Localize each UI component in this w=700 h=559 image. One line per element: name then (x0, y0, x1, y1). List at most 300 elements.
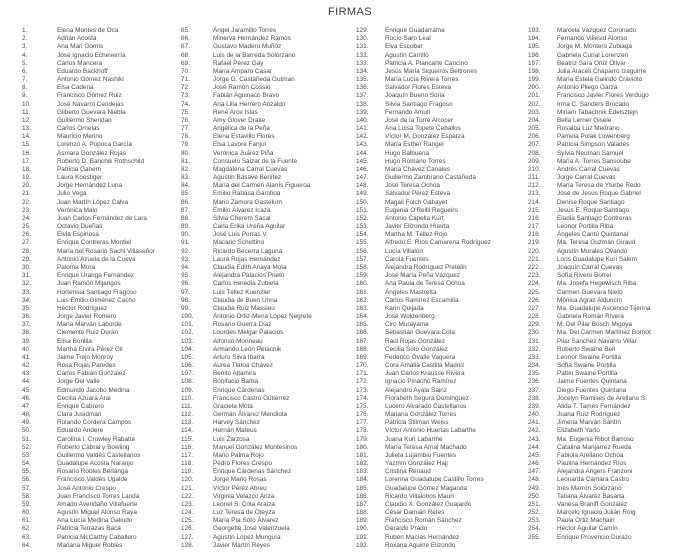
entry-name: Benito Altamira (213, 370, 256, 378)
entry-number: 185. (356, 484, 369, 492)
entry-number: 76. (181, 116, 190, 124)
signature-entry (356, 452, 491, 460)
entry-name: Ma. Guadalupe Ascencio Tijerina (557, 304, 651, 312)
entry-name: María Lucía Rivera Torres (385, 76, 459, 84)
entry-number: 179. (356, 435, 369, 443)
entry-number: 244. (528, 443, 541, 451)
entry-name: Aurea Tlatoa Chávez (213, 362, 273, 370)
entry-name: Joaquín Bueno Soria (385, 92, 445, 100)
entry-number: 234. (528, 362, 541, 370)
entry-number: 15. (22, 141, 31, 149)
signature-entry (356, 321, 491, 329)
entry-name: Roberto Swaine Bell (557, 345, 615, 353)
signature-entry (181, 542, 312, 550)
entry-number: 73. (181, 92, 190, 100)
signature-entry (181, 501, 312, 509)
signature-entry (356, 150, 491, 158)
entry-name: José Ramón Cossío (213, 84, 271, 92)
entry-name: Salvador Flores Esteva (385, 84, 452, 92)
entry-name: José Teresa Ochoa (385, 182, 440, 190)
entry-name: Virginia Velazco Ariza (213, 492, 275, 500)
entry-name: Jaime Trejo Monroy (57, 353, 114, 361)
entry-name: Francisco Castro Gutiérrez (213, 394, 290, 402)
entry-name: Claudia Edith Anaya Mota (213, 263, 287, 271)
signature-entry (356, 411, 491, 419)
signature-entry (528, 190, 651, 198)
signature-entry (181, 362, 312, 370)
entry-name: Jaime Fuentes Quintana (557, 378, 627, 386)
entry-number: 178. (356, 427, 369, 435)
entry-number: 189. (356, 517, 369, 525)
signature-entry (528, 60, 651, 68)
signature-column (356, 27, 491, 550)
entry-number: 95. (181, 272, 190, 280)
entry-number: 27. (22, 239, 31, 247)
entry-number: 110. (181, 394, 193, 402)
entry-number: 66. (181, 35, 190, 43)
entry-name: Elena Estavillo Flores (213, 133, 275, 141)
signature-entry (181, 444, 312, 452)
signature-entry (528, 101, 651, 109)
signature-entry (22, 403, 155, 411)
entry-name: Georgette José Valenzuela (213, 525, 290, 533)
signature-entry (356, 60, 491, 68)
signature-entry (528, 174, 651, 182)
entry-number: 94. (181, 263, 190, 271)
entry-number: 112. (181, 411, 193, 419)
entry-name: Roberto D. Banchik Rothschild (57, 157, 145, 165)
signature-entry (356, 264, 491, 272)
entry-number: 241. (528, 419, 541, 427)
entry-name: Patricia A. Plancarte Cancino (385, 59, 468, 67)
signature-entry (22, 68, 155, 76)
entry-number: 116. (181, 443, 193, 451)
entry-name: Pablo Swaine Portilla (557, 370, 618, 378)
signature-entry (356, 542, 491, 550)
entry-number: 153. (356, 223, 369, 231)
signature-entry (181, 297, 312, 305)
entry-number: 198. (528, 67, 541, 75)
entry-number: 37. (22, 321, 31, 329)
entry-name: Juan Carlos Krausse Rivera (385, 370, 465, 378)
signature-entry (356, 517, 491, 525)
entry-number: 154. (356, 231, 369, 239)
entry-name: Juan Francisco Torres Landa (57, 492, 140, 500)
entry-name: Ana Lucía Medina Galindo (57, 517, 133, 525)
entry-name: Leonarda Cámara Castro (557, 476, 630, 484)
entry-number: 3. (22, 43, 28, 51)
signature-entry (528, 346, 651, 354)
signature-entry (181, 280, 312, 288)
entry-name: Rosario Guerra Díaz (213, 321, 272, 329)
entry-name: Irma C. Sanders Brocado (557, 100, 630, 108)
entry-name: Ignacio Pinacho Ramírez (385, 378, 457, 386)
entry-name: Eugenia O'Reilli Regueiro (385, 206, 458, 214)
entry-name: Gabriela Curial Lorenzen (557, 51, 629, 59)
entry-number: 78. (181, 133, 190, 141)
signature-entry (528, 338, 651, 346)
entry-number: 187. (356, 500, 369, 508)
entry-number: 83. (181, 174, 190, 182)
entry-number: 80. (181, 149, 190, 157)
signature-entry (356, 501, 491, 509)
signature-entry (181, 411, 312, 419)
entry-number: 253. (528, 517, 541, 525)
entry-number: 132. (356, 51, 369, 59)
entry-name: Gustavo Madero Muñoz (213, 43, 282, 51)
signature-entry (181, 427, 312, 435)
entry-name: Loris Guadalupe Kuri Salem (557, 255, 637, 263)
entry-number: 210. (528, 165, 541, 173)
signature-entry (22, 174, 155, 182)
signature-entry (22, 207, 155, 215)
signature-entry (181, 239, 312, 247)
entry-name: Adrián Acosta (57, 35, 97, 43)
entry-name: María A. Torres Sansoube (557, 157, 631, 165)
signature-entry (528, 166, 651, 174)
entry-name: Julio Vega (57, 190, 87, 198)
entry-number: 209. (528, 157, 541, 165)
entry-number: 201. (528, 92, 541, 100)
entry-name: Vanesa Braniff González (557, 500, 628, 508)
entry-name: Federico Ovalle Vaquera (385, 353, 456, 361)
entry-name: Carla Erika Ureña Aguilar (213, 223, 286, 231)
signature-entry (181, 329, 312, 337)
entry-name: Germán Álvarez Mendiola (213, 411, 287, 419)
entry-name: Pilar Sánchez Navarro Villar (557, 337, 637, 345)
signature-entry (528, 199, 651, 207)
entry-name: Rosa Rojas Paredes (57, 362, 116, 370)
entry-number: 232. (528, 345, 541, 353)
entry-number: 85. (181, 190, 190, 198)
signature-entry (22, 101, 155, 109)
entry-number: 164. (356, 313, 369, 321)
entry-number: 243. (528, 435, 541, 443)
signature-entry (528, 272, 651, 280)
signature-entry (356, 436, 491, 444)
signature-entry (22, 35, 155, 43)
entry-number: 207. (528, 141, 541, 149)
entry-number: 96. (181, 280, 190, 288)
entry-name: Carlos Fabián González (57, 370, 126, 378)
signature-entry (22, 231, 155, 239)
entry-name: Mariana González Torres (385, 411, 457, 419)
signature-entry (181, 52, 312, 60)
entry-number: 98. (181, 296, 190, 304)
entry-number: 71. (181, 76, 190, 84)
entry-name: María Pía Soto Álvarez (213, 517, 279, 525)
signature-entry (22, 378, 155, 386)
entry-number: 84. (181, 182, 190, 190)
signature-entry (22, 346, 155, 354)
entry-name: Juan Martín López Calva (57, 198, 129, 206)
entry-number: 109. (181, 386, 194, 394)
entry-number: 53. (22, 451, 31, 459)
signature-entry (181, 43, 312, 51)
entry-name: Joaquín Carral Cuevas (557, 263, 623, 271)
entry-number: 217. (528, 223, 541, 231)
signature-entry (22, 239, 155, 247)
signature-entry (22, 264, 155, 272)
signature-entry (22, 468, 155, 476)
signature-entry (181, 370, 312, 378)
entry-name: Andrés Carral Cuevas (557, 165, 620, 173)
entry-name: Alejandra Angers Franzoni (557, 468, 633, 476)
signature-entry (22, 387, 155, 395)
entry-number: 129. (356, 27, 369, 34)
entry-number: 208. (528, 149, 541, 157)
signature-entry (528, 27, 651, 35)
signature-entry (22, 362, 155, 370)
entry-number: 139. (356, 108, 369, 116)
signature-entry (181, 387, 312, 395)
entry-number: 167. (356, 337, 369, 345)
signature-entry (22, 338, 155, 346)
entry-number: 92. (181, 247, 190, 255)
signature-entry (356, 378, 491, 386)
signature-entry (356, 117, 491, 125)
signature-entry (181, 264, 312, 272)
entry-name: Antonio Capella Kurt (385, 214, 444, 222)
entry-number: 134. (356, 67, 369, 75)
entry-number: 176. (356, 411, 369, 419)
entry-number: 57. (22, 484, 31, 492)
entry-name: Clara Jusidman (57, 411, 102, 419)
entry-name: Víctor M. González Esparza (385, 133, 465, 141)
signature-entry (22, 272, 155, 280)
entry-number: 40. (22, 345, 31, 353)
signature-entry (356, 509, 491, 517)
signature-entry (528, 35, 651, 43)
entry-number: 120. (181, 476, 194, 484)
signature-entry (528, 289, 651, 297)
entry-number: 221. (528, 255, 541, 263)
entry-name: Clemente Ruiz Durán (57, 329, 119, 337)
entry-number: 131. (356, 43, 369, 51)
entry-name: María Chávez Canales (385, 165, 451, 173)
signature-entry (22, 452, 155, 460)
entry-name: Enrique Contreras Montiel (57, 239, 132, 247)
entry-number: 138. (356, 100, 369, 108)
entry-number: 255. (528, 533, 541, 541)
signature-column (22, 27, 155, 550)
entry-name: Carlos Ramírez Escamilla (385, 296, 459, 304)
entry-name: Francisco Valdés Ugalde (57, 476, 128, 484)
signature-entry (22, 297, 155, 305)
signature-entry (181, 92, 312, 100)
signature-entry (356, 338, 491, 346)
entry-name: Bella Lerner Gisele (557, 116, 612, 124)
entry-number: 33. (22, 288, 31, 296)
entry-number: 24. (22, 214, 31, 222)
entry-name: Alfonso Morineau (213, 337, 263, 345)
entry-name: Francisco Gómez Ruiz (57, 92, 122, 100)
signature-entry (181, 68, 312, 76)
signature-entry (528, 321, 651, 329)
entry-name: Sebastián Guevara Cota (385, 329, 455, 337)
entry-name: María del Rosario Sachi Villaseñor (57, 247, 155, 255)
signature-entry (22, 321, 155, 329)
signature-entry (528, 43, 651, 51)
entry-name: Salvador Pérez Esteva (385, 190, 451, 198)
signature-entry (22, 419, 155, 427)
entry-number: 133. (356, 59, 369, 67)
signature-entry (22, 133, 155, 141)
entry-number: 203. (528, 108, 541, 116)
entry-number: 10. (22, 100, 31, 108)
signature-entry (181, 493, 312, 501)
signature-entry (356, 468, 491, 476)
entry-number: 172. (356, 378, 369, 386)
entry-name: Alfredo E. Ríos Camarena Rodríguez (385, 239, 491, 247)
signature-entry (22, 223, 155, 231)
entry-name: Gilberto Guevara Niebla (57, 108, 126, 116)
entry-number: 184. (356, 476, 369, 484)
entry-name: Agustín Carrillo (385, 51, 429, 59)
signature-entry (356, 141, 491, 149)
signature-entry (528, 501, 651, 509)
entry-number: 125. (181, 517, 194, 525)
entry-number: 250. (528, 492, 541, 500)
entry-name: César Damián Retes (385, 509, 445, 517)
entry-number: 106. (181, 362, 194, 370)
signature-entry (528, 329, 651, 337)
signature-entry (528, 133, 651, 141)
entry-number: 226. (528, 296, 541, 304)
entry-number: 146. (356, 165, 369, 173)
entry-name: Cecilia Azuara Arai (57, 394, 111, 402)
entry-name: Emilio Rabasa Gamboa (213, 190, 281, 198)
entry-number: 9. (22, 92, 28, 100)
entry-number: 90. (181, 231, 190, 239)
signature-entry (22, 150, 155, 158)
entry-name: Pamela Polak Lowenberg (557, 133, 630, 141)
entry-number: 219. (528, 239, 541, 247)
signature-entry (22, 52, 155, 60)
signature-entry (528, 370, 651, 378)
entry-name: Harvey Sánchez (213, 419, 260, 427)
entry-name: Lorenzo A. Popoca García (57, 141, 132, 149)
signature-entry (356, 305, 491, 313)
entry-number: 55. (22, 468, 31, 476)
entry-number: 39. (22, 337, 31, 345)
signature-entry (528, 68, 651, 76)
signature-entry (181, 419, 312, 427)
signature-entry (181, 150, 312, 158)
entry-name: Rolando Cordera Campos (57, 419, 132, 427)
signature-entry (356, 27, 491, 35)
entry-number: 218. (528, 231, 541, 239)
entry-number: 195. (528, 43, 541, 51)
entry-number: 194. (528, 35, 541, 43)
entry-number: 160. (356, 280, 369, 288)
entry-name: Alejandra Palacios Prieto (213, 272, 285, 280)
signature-entry (181, 231, 312, 239)
entry-name: Marcelo Ignacio Julián Roig (557, 509, 636, 517)
entry-name: Fabiola Arellano Ochoa (557, 451, 624, 459)
entry-name: Luis Zarzosa (213, 435, 250, 443)
signature-entry (22, 305, 155, 313)
entry-number: 170. (356, 362, 369, 370)
entry-name: Gerardo Prado (385, 525, 428, 533)
entry-number: 44. (22, 378, 31, 386)
signature-entry (528, 468, 651, 476)
entry-number: 224. (528, 280, 541, 288)
signature-entry (356, 485, 491, 493)
entry-number: 190. (356, 525, 369, 533)
entry-number: 128. (181, 541, 194, 549)
entry-name: Paulina Hernández Ríos (557, 460, 627, 468)
entry-name: Elisa Bonilla (57, 337, 92, 345)
signature-column (528, 27, 651, 542)
entry-name: Verónica Malo (57, 206, 98, 214)
entry-number: 72. (181, 84, 190, 92)
signature-entry (181, 166, 312, 174)
entry-name: Edmundo Jacobo Medina (57, 386, 130, 394)
entry-number: 231. (528, 337, 541, 345)
entry-name: Magali Folch Gabayet (385, 198, 448, 206)
entry-name: María del Carmen Alanís Figueroa (213, 182, 311, 190)
entry-name: Héctor Aguilar Camín (557, 525, 618, 533)
entry-number: 52. (22, 443, 31, 451)
entry-number: 248. (528, 476, 541, 484)
entry-name: María Esther Rangel (385, 141, 444, 149)
signature-entry (22, 43, 155, 51)
signature-entry (528, 378, 651, 386)
entry-name: Fernando Amuti (385, 108, 431, 116)
entry-number: 119. (181, 468, 193, 476)
entry-name: Sofía Rivero Borrel (557, 272, 611, 280)
entry-number: 161. (356, 288, 369, 296)
entry-name: Jorge Javier Romero (57, 313, 117, 321)
entry-name: Verónica Juárez Piña (213, 149, 274, 157)
signature-entry (181, 476, 312, 484)
entry-number: 249. (528, 484, 541, 492)
entry-name: Lourdes Melgar Palacios (213, 329, 284, 337)
signature-entry (356, 289, 491, 297)
signature-entry (356, 370, 491, 378)
entry-name: Enrique Cárdenas (213, 386, 265, 394)
entry-number: 41. (22, 353, 31, 361)
entry-number: 121. (181, 484, 194, 492)
entry-name: Héctor Rodríguez (57, 304, 108, 312)
signature-entry (22, 92, 155, 100)
entry-number: 64. (22, 541, 31, 549)
signature-entry (528, 150, 651, 158)
entry-number: 229. (528, 321, 541, 329)
signature-entry (181, 76, 312, 84)
signature-entry (356, 84, 491, 92)
entry-number: 171. (356, 370, 369, 378)
entry-number: 156. (356, 247, 369, 255)
signature-entry (22, 215, 155, 223)
entry-number: 166. (356, 329, 369, 337)
entry-name: Rafael Pérez Gay (213, 59, 264, 67)
entry-name: Carolina I. Crowley Rabatté (57, 435, 136, 443)
entry-number: 21. (22, 190, 31, 198)
signature-entry (181, 133, 312, 141)
entry-number: 173. (356, 386, 369, 394)
entry-number: 214. (528, 198, 541, 206)
entry-number: 111. (181, 402, 193, 410)
entry-number: 108. (181, 378, 194, 386)
entry-name: Jorge Carral Cuevas (557, 174, 616, 182)
entry-number: 225. (528, 288, 541, 296)
entry-name: Patricia Ganem (57, 165, 102, 173)
entry-name: René Arce Islas (213, 108, 258, 116)
entry-name: Catalina Manjarrez Rueda (557, 443, 632, 451)
entry-number: 35. (22, 304, 31, 312)
